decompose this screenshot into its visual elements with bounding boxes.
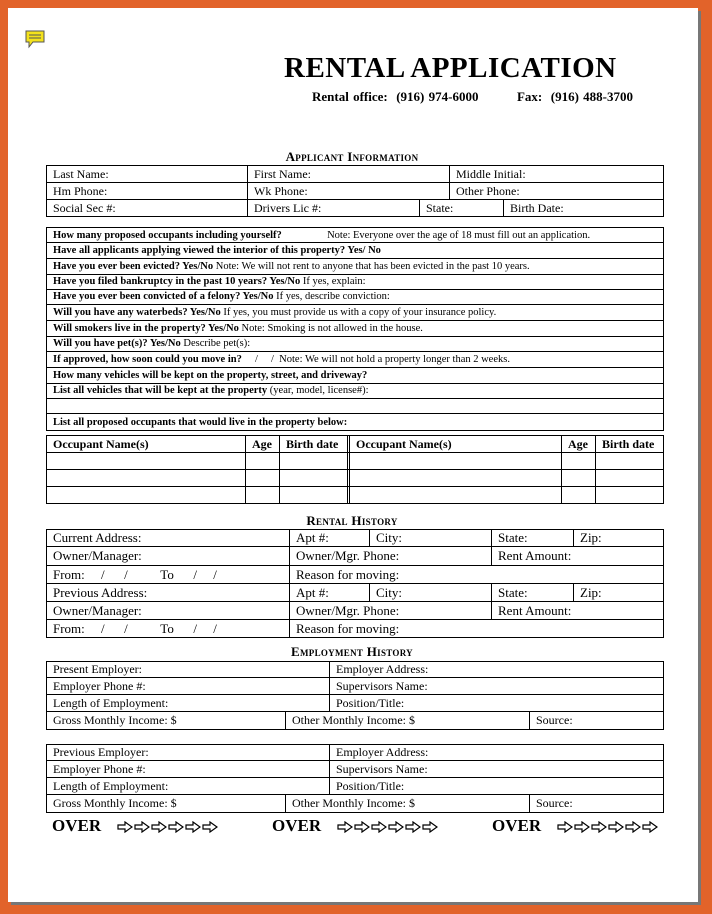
supervisor-name-field[interactable]: Supervisors Name: <box>329 678 665 694</box>
employment-previous-row-1 <box>46 744 664 761</box>
rental-current-row-2 <box>46 547 664 566</box>
zip-field[interactable]: Zip: <box>573 530 665 546</box>
arrow-right-icon <box>354 821 370 833</box>
occupant-name-header: Occupant Name(s) <box>53 436 149 451</box>
question-text: Have you ever been convicted of a felony? Yes/No <box>53 291 274 302</box>
question-row[interactable] <box>46 414 664 431</box>
vehicle-blank-row[interactable] <box>46 399 664 414</box>
question-note: Describe pet(s): <box>180 338 251 349</box>
question-row[interactable] <box>46 243 664 259</box>
occupant-row[interactable] <box>46 453 664 470</box>
applicant-row-2 <box>46 183 664 200</box>
owner-manager-field[interactable]: Owner/Manager: <box>53 548 142 563</box>
owner-phone-field[interactable]: Owner/Mgr. Phone: <box>289 602 491 619</box>
question-row[interactable] <box>46 352 664 368</box>
work-phone-field[interactable]: Wk Phone: <box>247 183 449 199</box>
birth-date-field[interactable]: Birth Date: <box>503 200 665 216</box>
question-row[interactable] <box>46 290 664 305</box>
question-text: Will smokers live in the property? Yes/No <box>53 323 239 334</box>
last-name-field[interactable]: Last Name: <box>53 166 109 181</box>
from-label: From: <box>53 620 85 636</box>
over-marker <box>272 816 438 836</box>
arrow-right-icon <box>422 821 438 833</box>
question-row[interactable] <box>46 275 664 290</box>
previous-address-field[interactable]: Previous Address: <box>53 584 148 600</box>
arrow-right-icon <box>371 821 387 833</box>
employer-phone-field[interactable]: Employer Phone #: <box>53 761 146 776</box>
home-phone-field[interactable]: Hm Phone: <box>53 183 108 198</box>
to-date: / / <box>193 566 217 582</box>
rental-current-row-3 <box>46 566 664 584</box>
rent-amount-field[interactable]: Rent Amount: <box>491 602 665 619</box>
employment-present-row-2 <box>46 678 664 695</box>
previous-employer-field[interactable]: Previous Employer: <box>53 745 149 759</box>
over-label: OVER <box>272 816 322 835</box>
arrow-right-icon <box>185 821 201 833</box>
over-label: OVER <box>52 816 102 835</box>
applicant-row-3 <box>46 200 664 217</box>
question-text: How many proposed occupants including yourself? <box>53 230 282 241</box>
question-note: Note: Everyone over the age of 18 must fill out an application. <box>327 230 591 241</box>
question-text: How many vehicles will be kept on the property, street, and driveway? <box>53 370 368 381</box>
question-text: Have you filed bankruptcy in the past 10 years? Yes/No <box>53 276 301 287</box>
employment-previous-row-2 <box>46 761 664 778</box>
arrow-right-icon <box>642 821 658 833</box>
date-range-field[interactable] <box>47 620 289 637</box>
arrow-right-icon <box>134 821 150 833</box>
position-title-field[interactable]: Position/Title: <box>329 695 665 711</box>
over-label: OVER <box>492 816 542 835</box>
arrow-right-icon <box>625 821 641 833</box>
employer-phone-field[interactable]: Employer Phone #: <box>53 678 146 693</box>
state-field[interactable]: State: <box>491 584 573 601</box>
arrow-right-icon <box>388 821 404 833</box>
city-field[interactable]: City: <box>369 584 491 601</box>
question-text: If approved, how soon could you move in? <box>53 354 242 365</box>
license-state-field[interactable]: State: <box>419 200 503 216</box>
note-icon[interactable] <box>24 28 46 50</box>
question-row[interactable] <box>46 227 664 243</box>
question-text: Will you have pet(s)? Yes/No <box>53 338 181 349</box>
occupant-row[interactable] <box>46 487 664 504</box>
question-note: If yes, you must provide us with a copy of your insurance policy. <box>220 307 497 318</box>
to-label: To <box>160 620 174 636</box>
arrow-group <box>337 821 438 833</box>
employment-previous-row-3 <box>46 778 664 795</box>
rental-previous-row-1 <box>46 584 664 602</box>
fax-number: (916) 488-3700 <box>550 89 633 104</box>
question-row[interactable] <box>46 305 664 321</box>
arrow-right-icon <box>202 821 218 833</box>
state-field[interactable]: State: <box>491 530 573 546</box>
question-row[interactable] <box>46 384 664 399</box>
rental-previous-row-2 <box>46 602 664 620</box>
question-row[interactable] <box>46 337 664 352</box>
section-rental-heading: Rental History <box>306 513 398 528</box>
question-text: Will you have any waterbeds? Yes/No <box>53 307 221 318</box>
arrow-right-icon <box>117 821 133 833</box>
gross-income-field[interactable]: Gross Monthly Income: $ <box>53 796 177 810</box>
length-employment-field[interactable]: Length of Employment: <box>53 778 169 793</box>
age-header: Age <box>245 436 279 452</box>
employer-address-field[interactable]: Employer Address: <box>329 662 665 677</box>
arrow-right-icon <box>608 821 624 833</box>
office-label: Rental office: <box>312 89 388 104</box>
arrow-group <box>117 821 218 833</box>
from-date: / / <box>101 620 128 636</box>
rent-amount-field[interactable]: Rent Amount: <box>491 547 665 565</box>
arrow-right-icon <box>591 821 607 833</box>
employer-address-field[interactable]: Employer Address: <box>329 745 665 760</box>
birth-date-header: Birth date <box>595 436 665 452</box>
gross-income-field[interactable]: Gross Monthly Income: $ <box>53 713 177 727</box>
office-phone: (916) 974-6000 <box>396 89 479 104</box>
other-income-field[interactable]: Other Monthly Income: $ <box>285 795 529 812</box>
question-note: / / Note: We will not hold a property longer than 2 weeks. <box>241 354 510 365</box>
other-phone-field[interactable]: Other Phone: <box>449 183 665 199</box>
reason-moving-field[interactable]: Reason for moving: <box>289 566 665 583</box>
arrow-right-icon <box>168 821 184 833</box>
arrow-right-icon <box>574 821 590 833</box>
first-name-field[interactable]: First Name: <box>247 166 449 182</box>
over-marker <box>492 816 658 836</box>
zip-field[interactable]: Zip: <box>573 584 665 601</box>
supervisor-name-field[interactable]: Supervisors Name: <box>329 761 665 777</box>
question-text: List all vehicles that will be kept at the property <box>53 385 268 396</box>
page-title: RENTAL APPLICATION <box>284 52 617 84</box>
employment-present-row-3 <box>46 695 664 712</box>
question-note: If yes, describe conviction: <box>273 291 390 302</box>
arrow-right-icon <box>557 821 573 833</box>
age-header: Age <box>561 436 595 452</box>
to-date: / / <box>193 620 217 636</box>
owner-phone-field[interactable]: Owner/Mgr. Phone: <box>289 547 491 565</box>
occupant-row[interactable] <box>46 470 664 487</box>
over-marker <box>52 816 218 836</box>
current-address-field[interactable]: Current Address: <box>53 530 142 545</box>
section-employment-heading: Employment History <box>291 644 413 659</box>
office-contact <box>312 89 633 105</box>
apt-field[interactable]: Apt #: <box>289 530 369 546</box>
other-income-field[interactable]: Other Monthly Income: $ <box>285 712 529 729</box>
income-source-field[interactable]: Source: <box>529 712 665 729</box>
length-employment-field[interactable]: Length of Employment: <box>53 695 169 710</box>
applicant-row-1 <box>46 165 664 183</box>
question-row[interactable] <box>46 368 664 384</box>
occupant-header-row <box>46 435 664 453</box>
question-row[interactable] <box>46 259 664 275</box>
drivers-license-field[interactable]: Drivers Lic #: <box>247 200 419 216</box>
arrow-right-icon <box>151 821 167 833</box>
employment-previous-row-4 <box>46 795 664 813</box>
question-text: List all proposed occupants that would live in the property below: <box>53 416 348 428</box>
present-employer-field[interactable]: Present Employer: <box>53 662 142 676</box>
from-date: / / <box>101 566 128 582</box>
middle-initial-field[interactable]: Middle Initial: <box>449 166 665 182</box>
position-title-field[interactable]: Position/Title: <box>329 778 665 794</box>
rental-previous-row-3 <box>46 620 664 638</box>
employment-present-row-1 <box>46 661 664 678</box>
to-label: To <box>160 566 174 582</box>
birth-date-header: Birth date <box>279 436 347 452</box>
date-range-field[interactable] <box>47 566 289 583</box>
apt-field[interactable]: Apt #: <box>289 584 369 601</box>
occupant-name-header: Occupant Name(s) <box>347 436 561 452</box>
city-field[interactable]: City: <box>369 530 491 546</box>
question-note: Note: Smoking is not allowed in the house. <box>238 323 423 334</box>
question-text: Have all applicants applying viewed the interior of this property? Yes/ No <box>53 245 381 256</box>
rental-current-row-1 <box>46 529 664 547</box>
section-applicant-heading: Applicant Information <box>285 149 419 164</box>
arrow-group <box>557 821 658 833</box>
question-note: (year, model, license#): <box>267 385 369 396</box>
question-note: If yes, explain: <box>300 276 366 287</box>
social-security-field[interactable]: Social Sec #: <box>53 200 116 215</box>
arrow-right-icon <box>337 821 353 833</box>
question-row[interactable] <box>46 321 664 337</box>
reason-moving-field[interactable]: Reason for moving: <box>289 620 665 637</box>
arrow-right-icon <box>405 821 421 833</box>
from-label: From: <box>53 566 85 582</box>
employment-present-row-4 <box>46 712 664 730</box>
question-note: Note: We will not rent to anyone that has been evicted in the past 10 years. <box>213 261 530 272</box>
question-text: Have you ever been evicted? Yes/No <box>53 261 214 272</box>
income-source-field[interactable]: Source: <box>529 795 665 812</box>
fax-label: Fax: <box>516 89 543 104</box>
owner-manager-field[interactable]: Owner/Manager: <box>53 602 142 618</box>
